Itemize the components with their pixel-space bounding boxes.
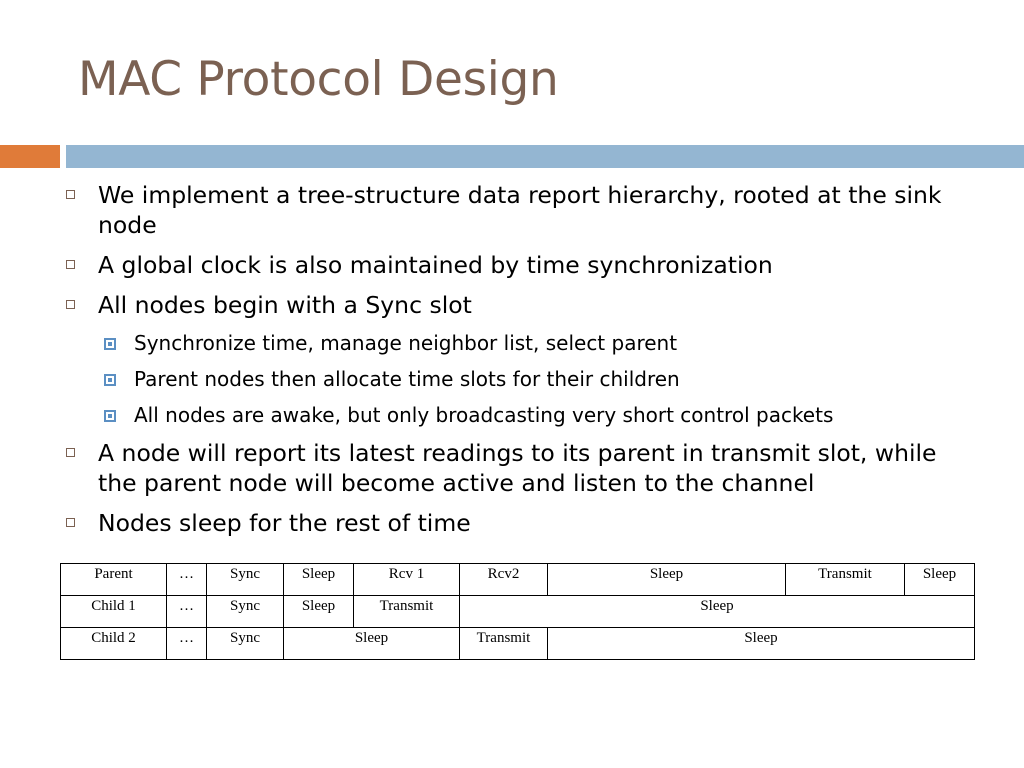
table-cell: Sleep: [548, 628, 975, 660]
table-cell: Transmit: [786, 564, 905, 596]
table-cell: Sleep: [460, 596, 975, 628]
filled-square-bullet-icon: [104, 338, 116, 350]
table-row: [61, 596, 975, 628]
sub-bullet-text: Synchronize time, manage neighbor list, select parent: [134, 331, 678, 355]
table-cell: Rcv 1: [354, 564, 460, 596]
table-cell: Transmit: [354, 596, 460, 628]
table-cell: …: [167, 564, 207, 596]
bullet-text: We implement a tree-structure data report hierarchy, rooted at the sink node: [98, 181, 942, 239]
bullet-text: A global clock is also maintained by time synchronization: [98, 251, 773, 279]
bullet-item: [62, 438, 982, 498]
bullet-text: All nodes begin with a Sync slot: [98, 291, 472, 319]
table-cell: Sync: [207, 564, 284, 596]
table-cell: Sync: [207, 628, 284, 660]
filled-square-bullet-icon: [104, 410, 116, 422]
table-cell: Transmit: [460, 628, 548, 660]
bullet-list: [62, 180, 982, 548]
table-cell: Sleep: [284, 628, 460, 660]
square-bullet-icon: [66, 260, 75, 269]
table-cell: Child 1: [61, 596, 167, 628]
filled-square-bullet-icon: [104, 374, 116, 386]
table-cell: Sleep: [905, 564, 975, 596]
table-row: [61, 628, 975, 660]
slot-schedule-table: [60, 563, 975, 660]
square-bullet-icon: [66, 448, 75, 457]
bullet-item: [62, 290, 982, 320]
accent-bar-blue: [66, 145, 1024, 168]
sub-bullet-text: Parent nodes then allocate time slots for their children: [134, 367, 680, 391]
bullet-item: [62, 250, 982, 280]
sub-bullet-item: [62, 366, 982, 392]
table-cell: Parent: [61, 564, 167, 596]
square-bullet-icon: [66, 300, 75, 309]
table-cell: …: [167, 628, 207, 660]
bullet-text: Nodes sleep for the rest of time: [98, 509, 471, 537]
square-bullet-icon: [66, 190, 75, 199]
table-cell: Child 2: [61, 628, 167, 660]
table-cell: Sleep: [284, 564, 354, 596]
accent-bar-orange: [0, 145, 60, 168]
sub-bullet-item: [62, 330, 982, 356]
sub-bullet-text: All nodes are awake, but only broadcasting very short control packets: [134, 403, 834, 427]
sub-bullet-item: [62, 402, 982, 428]
table-cell: Sleep: [548, 564, 786, 596]
bullet-item: [62, 180, 982, 240]
table-cell: Sleep: [284, 596, 354, 628]
table-cell: Sync: [207, 596, 284, 628]
table-cell: Rcv2: [460, 564, 548, 596]
bullet-text: A node will report its latest readings to its parent in transmit slot, while the parent node will become active and listen to the channel: [98, 439, 937, 497]
bullet-item: [62, 508, 982, 538]
square-bullet-icon: [66, 518, 75, 527]
table-cell: …: [167, 596, 207, 628]
slide-title: MAC Protocol Design: [78, 52, 559, 107]
table-row: [61, 564, 975, 596]
